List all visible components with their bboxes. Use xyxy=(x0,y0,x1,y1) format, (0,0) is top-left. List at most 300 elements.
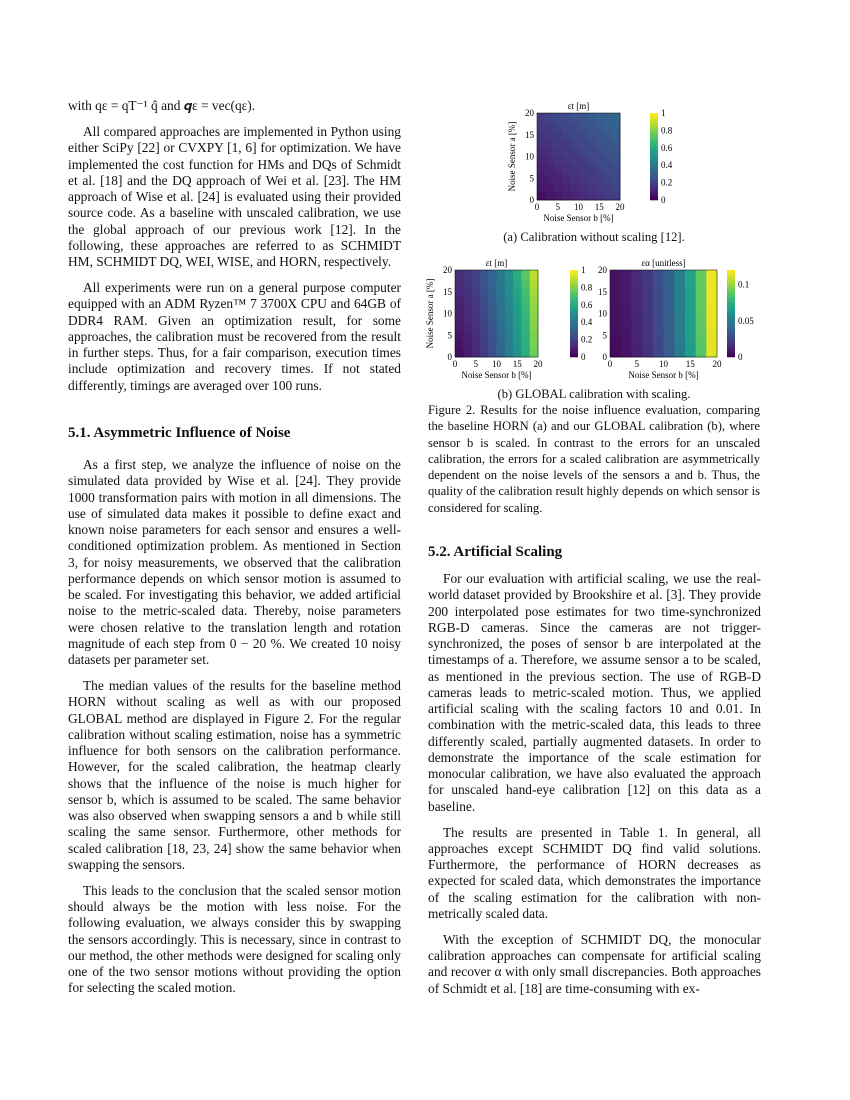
heatmap-cell xyxy=(513,322,522,331)
colorbar-segment xyxy=(650,152,658,154)
heatmap-cell xyxy=(610,270,621,279)
x-tick-label: 15 xyxy=(594,202,604,212)
y-tick-label: 15 xyxy=(443,286,452,297)
heatmap-cell xyxy=(505,348,514,357)
heatmap-cell xyxy=(545,113,554,122)
heatmap-cell xyxy=(497,270,506,279)
heatmap-cell xyxy=(455,348,464,357)
heatmap-cell xyxy=(562,148,571,157)
heatmap-cell xyxy=(562,165,571,174)
heatmap-cell xyxy=(463,322,472,331)
heatmap-cell xyxy=(497,331,506,340)
heatmap-cell xyxy=(513,296,522,305)
heatmap-cell xyxy=(603,183,612,192)
heatmap-cell xyxy=(455,331,464,340)
heatmap-cell xyxy=(603,122,612,131)
heatmap-cell xyxy=(530,270,539,279)
heatmap-cell xyxy=(521,279,530,288)
heatmap-cell xyxy=(664,314,675,323)
colorbar-segment xyxy=(570,355,578,357)
heatmap-cell xyxy=(554,113,563,122)
heatmap-cell xyxy=(685,322,696,331)
heatmap-cell xyxy=(674,279,685,288)
colorbar-segment xyxy=(727,346,735,348)
heatmap-cell xyxy=(621,314,632,323)
heatmap-cell xyxy=(653,296,664,305)
heatmap-cell xyxy=(653,270,664,279)
heatmap-cell xyxy=(488,270,497,279)
heatmap-cell xyxy=(696,322,707,331)
heatmap-cell xyxy=(610,279,621,288)
x-tick-label: 5 xyxy=(473,359,478,369)
colorbar-tick-label: 0.4 xyxy=(661,160,673,171)
heatmap-cell xyxy=(562,130,571,139)
heatmap-cell xyxy=(472,331,481,340)
colorbar-segment xyxy=(650,150,658,152)
heatmap-cell xyxy=(631,296,642,305)
heatmap-cell xyxy=(521,270,530,279)
colorbar-segment xyxy=(727,298,735,300)
heatmap-cell xyxy=(530,348,539,357)
heatmap-cell xyxy=(631,305,642,314)
colorbar-segment xyxy=(650,120,658,122)
heatmap-cell xyxy=(521,340,530,349)
heatmap-cell xyxy=(595,122,604,131)
heatmap-cell xyxy=(653,340,664,349)
heatmap-cell xyxy=(621,296,632,305)
heatmap-cell xyxy=(610,348,621,357)
heatmap-cell xyxy=(610,305,621,314)
heatmap-cell xyxy=(455,340,464,349)
colorbar-segment xyxy=(570,322,578,324)
heatmap-cell xyxy=(497,287,506,296)
colorbar-segment xyxy=(727,279,735,281)
heatmap-cell xyxy=(488,331,497,340)
heatmap-cell xyxy=(642,340,653,349)
heatmap-cell xyxy=(696,331,707,340)
colorbar-segment xyxy=(727,277,735,279)
heatmap-cell xyxy=(513,287,522,296)
heatmap-cell xyxy=(595,165,604,174)
heatmap-cell xyxy=(587,148,596,157)
heatmap-cell xyxy=(621,331,632,340)
heatmap-cell xyxy=(579,183,588,192)
x-axis-label: Noise Sensor b [%] xyxy=(543,213,614,223)
heatmap-cell xyxy=(612,157,621,166)
heatmap-cell xyxy=(480,270,489,279)
heatmap-cell xyxy=(545,130,554,139)
x-tick-label: 20 xyxy=(615,202,625,212)
paragraph: With the exception of SCHMIDT DQ, the monocular calibration approaches can compensate for artificial scaling and recover α with only small discrepancies. Both approaches of Schmidt et al. [18] are time-consuming with ex- xyxy=(428,931,761,996)
heatmap-cell xyxy=(455,270,464,279)
heatmap-cell xyxy=(674,322,685,331)
heatmap-cell xyxy=(505,279,514,288)
colorbar-tick-label: 0 xyxy=(738,352,743,362)
heatmap-cell xyxy=(497,340,506,349)
x-axis-label: Noise Sensor b [%] xyxy=(461,370,532,380)
heatmap-cell xyxy=(595,157,604,166)
heatmap-cell xyxy=(497,314,506,323)
heatmap-cell xyxy=(545,183,554,192)
heatmap-cell xyxy=(674,287,685,296)
heatmap-cell xyxy=(488,348,497,357)
heatmap-cell xyxy=(610,314,621,323)
colorbar-segment xyxy=(650,139,658,141)
heatmap-cell xyxy=(621,348,632,357)
figure-caption: Figure 2. Results for the noise influence evaluation, comparing the baseline HORN (a) and our GLOBAL calibration (b), where sensor b is scaled. In contrast to the errors for an unscaled calibration, the errors for a scaled calibration are asymmetrically dependent on the noise levels of the sensors a and b. Thus, the quality of the calibration result highly depends on which sensor is considered for scaling. xyxy=(428,403,760,515)
heatmap-cell xyxy=(706,305,717,314)
colorbar-segment xyxy=(570,320,578,322)
colorbar-segment xyxy=(727,305,735,307)
heatmap-cell xyxy=(621,270,632,279)
colorbar-tick-label: 0.6 xyxy=(581,299,593,310)
heatmap-cell xyxy=(664,305,675,314)
colorbar-segment xyxy=(650,133,658,135)
heatmap-cell xyxy=(513,270,522,279)
colorbar-segment xyxy=(570,303,578,305)
x-tick-label: 20 xyxy=(712,359,722,369)
colorbar-segment xyxy=(727,320,735,322)
colorbar-segment xyxy=(650,157,658,159)
heatmap-cell xyxy=(603,191,612,200)
colorbar-segment xyxy=(650,117,658,119)
colorbar-segment xyxy=(727,303,735,305)
heatmap-cell xyxy=(631,314,642,323)
heatmap-cell xyxy=(706,287,717,296)
colorbar-segment xyxy=(650,122,658,124)
heatmap-cell xyxy=(587,174,596,183)
heatmap-cell xyxy=(554,183,563,192)
colorbar-segment xyxy=(570,353,578,355)
right-column-body xyxy=(428,571,761,1007)
colorbar-segment xyxy=(650,191,658,193)
heatmap-cell xyxy=(642,296,653,305)
colorbar-tick-label: 1 xyxy=(581,265,586,275)
heatmap-cell xyxy=(642,279,653,288)
heatmap-cell xyxy=(706,340,717,349)
colorbar-segment xyxy=(650,159,658,161)
heatmap-cell xyxy=(472,279,481,288)
heatmap-cell xyxy=(603,148,612,157)
heatmap-cell xyxy=(587,157,596,166)
heatmap-cell xyxy=(631,322,642,331)
heatmap-cell xyxy=(631,331,642,340)
y-tick-label: 0 xyxy=(447,352,452,362)
heatmap-cell xyxy=(530,331,539,340)
heatmap-cell xyxy=(472,287,481,296)
colorbar-segment xyxy=(570,344,578,346)
paragraph: As a first step, we analyze the influence of noise on the simulated data provided by Wise et al. [24]. They provide 1000 transformation pairs with motion in all dimensions. The use of simulated data makes it possible to define exact and known noise parameters for each sensor and ensures a well-conditioned optimization problem. As mentioned in Section 3, for noisy measurements, we observed that the calibration performance depends on which sensor motion is assumed to be scaled. For investigating this behavior, we added artificial noise to the metric-scaled data. Thereby, noise parameters were chosen relative to the translation length and rotation magnitude of each step from 0 − 20 %. We created 10 noisy datasets per parameter set. xyxy=(68,457,401,667)
heatmap-cell xyxy=(706,270,717,279)
subcaption-b: (b) GLOBAL calibration with scaling. xyxy=(497,387,691,401)
colorbar-segment xyxy=(570,342,578,344)
heatmap-cell xyxy=(685,287,696,296)
heatmap-cell xyxy=(537,174,546,183)
heatmap-cell xyxy=(497,296,506,305)
heatmap-cell xyxy=(653,331,664,340)
paragraph: For our evaluation with artificial scaling, we use the real-world dataset provided by Brookshire et al. [3]. They provide 200 interpolated pose estimates for two time-synchronized RGB-D cameras. Since the cameras are not trigger-synchronized, the poses of sensor b are interpolated at the timestamps of a. Therefore, we assume sensor a to be scaled, as mentioned in the previous section. The use of RGB-D cameras leads to metric-scaled motion. Thus, we applied artificial scaling with the scaling factors 10 and 0.01. In combination with the metric-scaled data, this leads to three differently scaled, partially augmented datasets. In order to demonstrate the importance of the scale estimation for monocular calibration, we have also evaluated the approach for unscaled hand-eye calibration [12] on this data as a baseline. xyxy=(428,571,761,814)
colorbar-segment xyxy=(727,333,735,335)
heatmap-cell xyxy=(562,174,571,183)
colorbar-segment xyxy=(650,137,658,139)
x-tick-label: 15 xyxy=(512,359,522,369)
colorbar-segment xyxy=(727,309,735,311)
colorbar-segment xyxy=(727,311,735,313)
y-tick-label: 20 xyxy=(443,265,452,275)
heatmap-cell xyxy=(570,157,579,166)
heatmap-cell xyxy=(706,331,717,340)
heatmap-cell xyxy=(612,191,621,200)
heatmap-cell xyxy=(631,279,642,288)
colorbar-segment xyxy=(727,324,735,326)
colorbar-segment xyxy=(570,331,578,333)
colorbar-segment xyxy=(650,176,658,178)
colorbar-segment xyxy=(727,281,735,283)
heatmap-cell xyxy=(579,122,588,131)
colorbar-segment xyxy=(650,167,658,169)
heatmap-cell xyxy=(505,340,514,349)
heatmap-cell xyxy=(685,331,696,340)
y-tick-label: 5 xyxy=(602,330,607,341)
heatmap-cell xyxy=(570,191,579,200)
colorbar-segment xyxy=(570,279,578,281)
x-tick-label: 10 xyxy=(492,359,501,369)
heatmap-cell xyxy=(696,348,707,357)
heatmap-cell xyxy=(664,279,675,288)
heatmap-cell xyxy=(455,305,464,314)
colorbar-segment xyxy=(570,324,578,326)
colorbar-segment xyxy=(650,193,658,195)
colorbar-segment xyxy=(570,274,578,276)
heatmap-cell xyxy=(497,322,506,331)
heatmap-cell xyxy=(463,287,472,296)
colorbar-segment xyxy=(650,113,658,115)
colorbar-segment xyxy=(650,130,658,132)
colorbar-segment xyxy=(570,270,578,272)
heatmap-cell xyxy=(505,270,514,279)
heatmap-cell xyxy=(603,157,612,166)
colorbar-segment xyxy=(727,331,735,333)
heatmap-cell xyxy=(505,322,514,331)
colorbar-segment xyxy=(570,318,578,320)
heatmap-cell xyxy=(488,279,497,288)
heatmap-cell xyxy=(463,348,472,357)
heatmap-cell xyxy=(587,122,596,131)
heatmap-cell xyxy=(472,322,481,331)
heatmap-cell xyxy=(472,348,481,357)
heatmap-cell xyxy=(674,340,685,349)
colorbar-segment xyxy=(727,353,735,355)
heatmap-cell xyxy=(674,348,685,357)
heatmap-cell xyxy=(570,113,579,122)
heatmap-cell xyxy=(696,279,707,288)
heatmap-cell xyxy=(587,139,596,148)
heatmap-cell xyxy=(570,174,579,183)
x-tick-label: 10 xyxy=(659,359,668,369)
colorbar-segment xyxy=(727,316,735,318)
colorbar-segment xyxy=(570,346,578,348)
heatmap-cell xyxy=(674,331,685,340)
heatmap-cell xyxy=(554,148,563,157)
y-tick-label: 0 xyxy=(602,352,607,362)
heatmap-cell xyxy=(530,279,539,288)
heatmap-cell xyxy=(463,270,472,279)
colorbar-segment xyxy=(570,283,578,285)
heatmap-cell xyxy=(579,165,588,174)
heatmap-cell xyxy=(554,157,563,166)
colorbar-segment xyxy=(570,272,578,274)
heatmap-cell xyxy=(505,296,514,305)
section-heading: 5.1. Asymmetric Influence of Noise xyxy=(68,425,291,441)
heatmap-cell xyxy=(545,165,554,174)
heatmap-cell xyxy=(463,305,472,314)
heatmap-cell xyxy=(488,340,497,349)
colorbar-segment xyxy=(727,283,735,285)
heatmap-cell xyxy=(505,331,514,340)
heatmap-cell xyxy=(463,279,472,288)
heatmap-cell xyxy=(570,139,579,148)
colorbar-segment xyxy=(570,300,578,302)
heatmap-cell xyxy=(530,287,539,296)
heatmap-cell xyxy=(685,296,696,305)
heatmap-cell xyxy=(505,305,514,314)
heatmap-cell xyxy=(488,314,497,323)
heatmap-cell xyxy=(545,139,554,148)
heatmap-cell xyxy=(537,139,546,148)
heatmap-cell xyxy=(521,287,530,296)
heatmap-cell xyxy=(621,340,632,349)
colorbar-segment xyxy=(727,340,735,342)
colorbar-segment xyxy=(727,290,735,292)
heatmap-cell xyxy=(610,296,621,305)
heatmap-cell xyxy=(488,322,497,331)
heatmap-cell xyxy=(530,322,539,331)
heatmap-cell xyxy=(521,322,530,331)
colorbar-segment xyxy=(650,128,658,130)
colorbar-segment xyxy=(570,316,578,318)
colorbar-tick-label: 1 xyxy=(661,108,666,118)
heatmap-cell xyxy=(488,287,497,296)
colorbar-segment xyxy=(650,154,658,156)
colorbar-segment xyxy=(650,170,658,172)
heatmap-cell xyxy=(642,287,653,296)
heatmap-cell xyxy=(587,130,596,139)
heatmap-cell xyxy=(603,113,612,122)
heatmap-cell xyxy=(521,331,530,340)
heatmap-cell xyxy=(579,113,588,122)
colorbar-segment xyxy=(570,327,578,329)
colorbar-segment xyxy=(650,141,658,143)
heatmap-cell xyxy=(610,340,621,349)
heatmap-cell xyxy=(472,270,481,279)
colorbar-segment xyxy=(727,314,735,316)
heatmap-cell xyxy=(706,279,717,288)
heatmap-cell xyxy=(570,165,579,174)
heatmap-cell xyxy=(664,287,675,296)
heatmap-cell xyxy=(642,348,653,357)
colorbar-segment xyxy=(570,329,578,331)
heatmap-cell xyxy=(455,296,464,305)
heatmap-cell xyxy=(521,296,530,305)
heatmap-cell xyxy=(537,191,546,200)
heatmap-cell xyxy=(513,331,522,340)
heatmap-cell xyxy=(706,296,717,305)
colorbar-segment xyxy=(570,290,578,292)
heatmap-cell xyxy=(621,305,632,314)
heatmap-cell xyxy=(603,174,612,183)
heatmap-cell xyxy=(674,314,685,323)
colorbar-segment xyxy=(727,342,735,344)
heatmap-cell xyxy=(595,191,604,200)
y-tick-label: 15 xyxy=(598,286,607,297)
heatmap-cell xyxy=(631,348,642,357)
heatmap-cell xyxy=(545,174,554,183)
y-tick-label: 0 xyxy=(529,195,534,205)
colorbar-segment xyxy=(570,287,578,289)
heatmap-cell xyxy=(706,314,717,323)
heatmap-cell xyxy=(513,340,522,349)
colorbar-segment xyxy=(650,189,658,191)
colorbar-segment xyxy=(570,337,578,339)
heatmap-cell xyxy=(653,279,664,288)
heatmap-cell xyxy=(455,314,464,323)
heatmap-cell xyxy=(554,174,563,183)
paragraph: All compared approaches are implemented in Python using either SciPy [22] or CVXPY [1, 6] for optimization. We have implemented the cost function for HMs and DQs of Schmidt et al. [18] and the DQ approach of Wei et al. [23]. The HM approach of Wise et al. [24] is evaluated using their provided source code. As a baseline with unscaled calibration, we use the global approach of our previous work [12]. In the following, these approaches are referred to as SCHMIDT HM, SCHMIDT DQ, WEI, WISE, and HORN, respectively. xyxy=(68,124,401,270)
heatmap-cell xyxy=(587,113,596,122)
heatmap-cell xyxy=(612,174,621,183)
heatmap-cell xyxy=(696,314,707,323)
heatmap-cell xyxy=(562,113,571,122)
colorbar-segment xyxy=(727,322,735,324)
heatmap-cell xyxy=(706,348,717,357)
colorbar-tick-label: 0.2 xyxy=(581,334,593,345)
heatmap-cell xyxy=(595,174,604,183)
colorbar-segment xyxy=(727,344,735,346)
heatmap-cell xyxy=(612,165,621,174)
colorbar-segment xyxy=(727,287,735,289)
colorbar-segment xyxy=(570,311,578,313)
heatmap-cell xyxy=(621,279,632,288)
heatmap-cell xyxy=(595,113,604,122)
colorbar-segment xyxy=(570,333,578,335)
x-tick-label: 10 xyxy=(574,202,583,212)
colorbar-segment xyxy=(650,143,658,145)
heatmap-cell xyxy=(642,305,653,314)
heatmap-cell xyxy=(664,270,675,279)
heatmap-cell xyxy=(562,183,571,192)
heatmap-cell xyxy=(455,279,464,288)
heatmap-cell xyxy=(545,191,554,200)
colorbar-segment xyxy=(570,281,578,283)
x-tick-label: 20 xyxy=(533,359,543,369)
heatmap-cell xyxy=(554,165,563,174)
heatmap-cell xyxy=(537,148,546,157)
heatmap-cell xyxy=(653,287,664,296)
heatmap-cell xyxy=(570,183,579,192)
colorbar-tick-label: 0.05 xyxy=(738,315,754,326)
colorbar-segment xyxy=(650,178,658,180)
heatmap-cell xyxy=(595,148,604,157)
heatmap-cell xyxy=(685,279,696,288)
y-axis-label: Noise Sensor a [%] xyxy=(425,278,435,349)
heatmap-cell xyxy=(610,331,621,340)
colorbar-segment xyxy=(650,135,658,137)
heatmap-cell xyxy=(706,322,717,331)
colorbar-segment xyxy=(650,165,658,167)
heatmap-cell xyxy=(455,287,464,296)
colorbar-segment xyxy=(570,314,578,316)
y-tick-label: 10 xyxy=(598,308,607,319)
